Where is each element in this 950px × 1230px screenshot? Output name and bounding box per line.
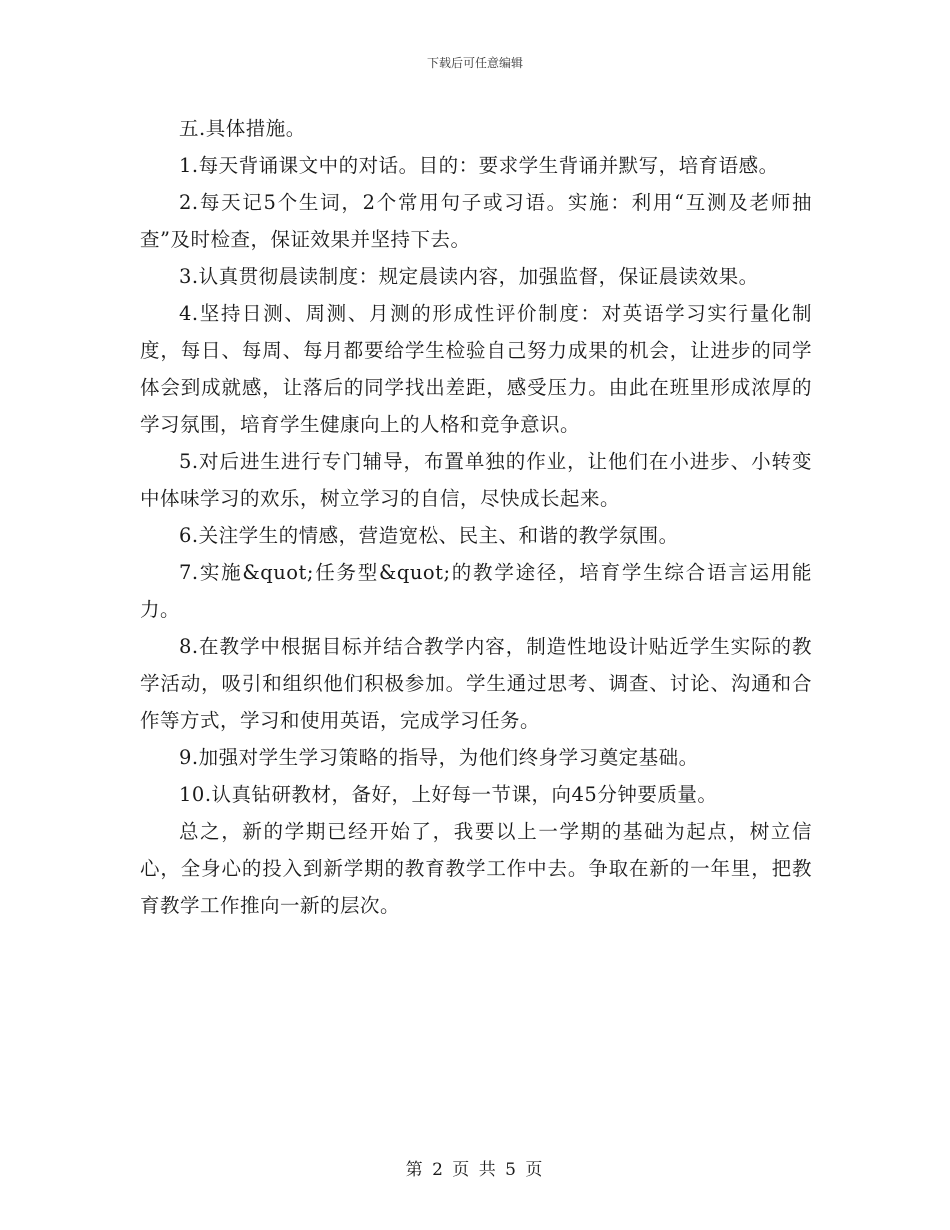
measure-item-4: 4.坚持日测、周测、月测的形成性评价制度：对英语学习实行量化制度，每日、每周、每月都要给学生检验自己努力成果的机会，让进步的同学体会到成就感，让落后的同学找出差距，感受压力。由此在班里形成浓厚的学习氛围，培育学生健康向上的人格和竞争意识。 xyxy=(140,302,812,436)
measure-item-1: 1.每天背诵课文中的对话。目的：要求学生背诵并默写，培育语感。 xyxy=(179,154,779,177)
measure-item-7: 7.实施&quot;任务型&quot;的教学途径，培育学生综合语言运用能力。 xyxy=(140,561,812,621)
measure-item-6: 6.关注学生的情感，营造宽松、民主、和谐的教学氛围。 xyxy=(179,524,679,547)
measure-item-2: 2.每天记5个生词，2个常用句子或习语。实施：利用“互测及老师抽查”及时检查，保证效果并坚持下去。 xyxy=(140,191,812,251)
page-number: 第 2 页 共 5 页 xyxy=(405,1160,545,1180)
header-note: 下载后可任意编辑 xyxy=(426,56,523,70)
measure-item-8: 8.在教学中根据目标并结合教学内容，制造性地设计贴近学生实际的教学活动，吸引和组织他们积极参加。学生通过思考、调查、讨论、沟通和合作等方式，学习和使用英语，完成学习任务。 xyxy=(140,635,812,732)
measure-item-3: 3.认真贯彻晨读制度：规定晨读内容，加强监督，保证晨读效果。 xyxy=(179,265,759,288)
measure-item-10: 10.认真钻研教材，备好，上好每一节课，向45分钟要质量。 xyxy=(179,783,718,806)
measure-item-9: 9.加强对学生学习策略的指导，为他们终身学习奠定基础。 xyxy=(179,746,699,769)
measure-item-5: 5.对后进生进行专门辅导，布置单独的作业，让他们在小进步、小转变中体味学习的欢乐，树立学习的自信，尽快成长起来。 xyxy=(140,450,812,510)
section-heading: 五.具体措施。 xyxy=(179,117,306,140)
conclusion-paragraph: 总之，新的学期已经开始了，我要以上一学期的基础为起点，树立信心，全身心的投入到新学期的教育教学工作中去。争取在新的一年里，把教育教学工作推向一新的层次。 xyxy=(140,820,812,917)
document-body xyxy=(140,110,812,924)
